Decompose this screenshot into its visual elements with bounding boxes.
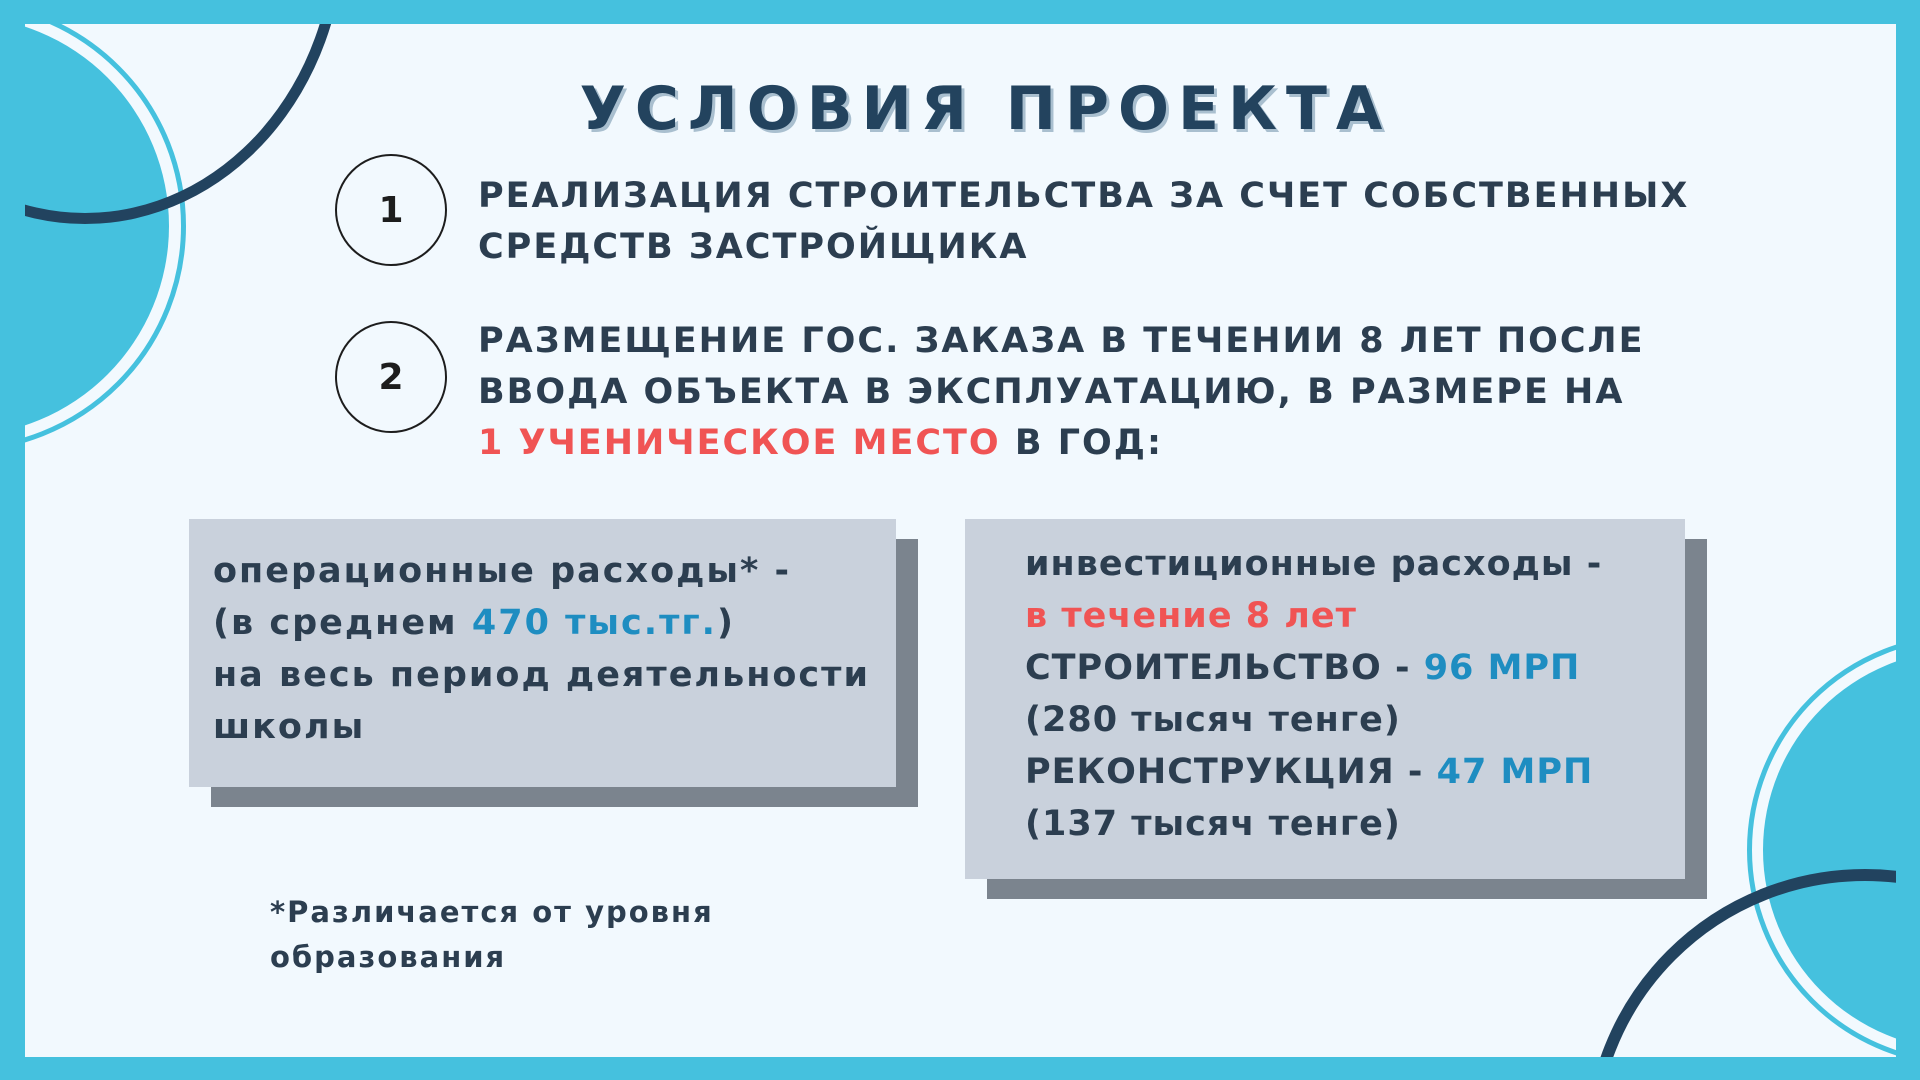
reconstruction-label: РЕКОНСТРУКЦИЯ - [1025,752,1437,792]
construction-label: СТРОИТЕЛЬСТВО - [1025,648,1424,688]
condition-1-text [478,171,1689,273]
construction-note: (280 тысяч тенге) [1025,700,1401,740]
operational-title: операционные расходы* - [213,551,792,591]
footnote-line-1: *Различается от уровня [270,895,714,929]
investment-reconstruction [1025,746,1625,798]
page-title: УСЛОВИЯ ПРОЕКТА [579,74,1392,144]
condition-2-text [478,316,1645,469]
condition-1-line-2: СРЕДСТВ ЗАСТРОЙЩИКА [478,227,1029,267]
operational-school: школы [213,707,366,747]
footnote [270,890,714,980]
operational-average-suffix: ) [716,603,735,643]
condition-2-highlight: 1 УЧЕНИЧЕСКОЕ МЕСТО [478,423,1001,463]
reconstruction-note: (137 тысяч тенге) [1025,804,1401,844]
condition-2-line-1: РАЗМЕЩЕНИЕ ГОС. ЗАКАЗА В ТЕЧЕНИИ 8 ЛЕТ ПОСЛЕ [478,321,1645,361]
condition-number-badge: 1 [335,154,447,266]
condition-2-tail: В ГОД: [1000,423,1163,463]
footnote-line-2: образования [270,940,507,974]
condition-1-line-1: РЕАЛИЗАЦИЯ СТРОИТЕЛЬСТВА ЗА СЧЕТ СОБСТВЕННЫХ [478,176,1690,216]
operational-costs-card [189,519,896,787]
construction-value: 96 МРП [1423,648,1581,688]
investment-construction [1025,642,1625,694]
operational-average [213,597,872,649]
operational-average-prefix: (в среднем [213,603,472,643]
investment-period: в течение 8 лет [1025,596,1357,636]
reconstruction-value: 47 МРП [1436,752,1594,792]
decorative-navy-arc-right [1585,869,1896,1057]
operational-average-value: 470 тыс.тг. [471,603,717,643]
condition-number-badge: 2 [335,321,447,433]
slide [25,24,1896,1057]
investment-costs-card [965,519,1685,879]
investment-title: инвестиционные расходы - [1025,544,1603,584]
operational-period: на весь период деятельности [213,655,870,695]
condition-2-line-2: ВВОДА ОБЪЕКТА В ЭКСПЛУАТАЦИЮ, В РАЗМЕРЕ НА [478,372,1625,412]
